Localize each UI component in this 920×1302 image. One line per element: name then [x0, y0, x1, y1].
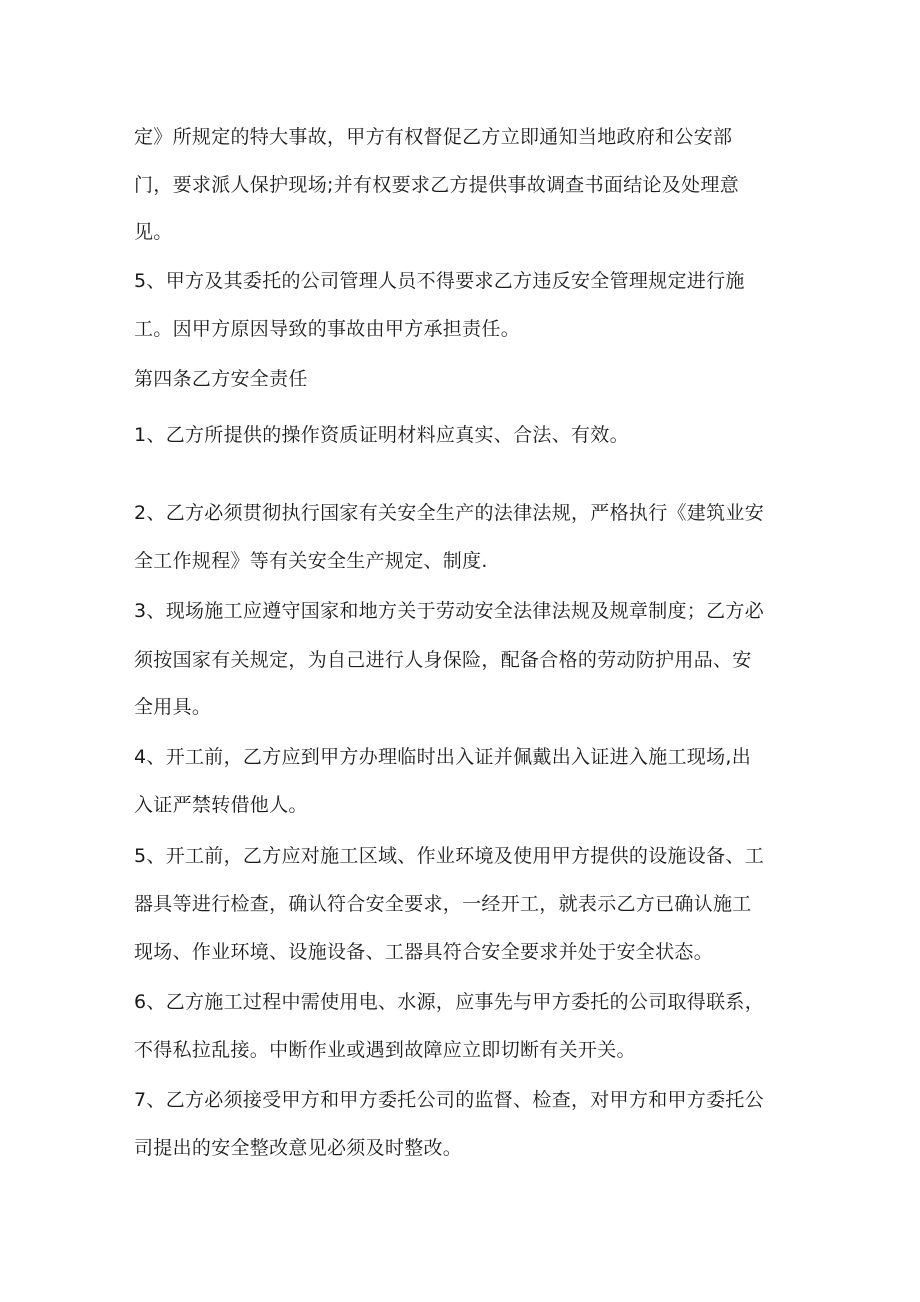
text-line: 全工作规程》等有关安全生产规定、制度.: [134, 550, 488, 572]
text-line: 1、乙方所提供的操作资质证明材料应真实、合法、有效。: [134, 424, 629, 446]
text-line: 5、甲方及其委托的公司管理人员不得要求乙方违反安全管理规定进行施: [134, 270, 745, 292]
text-line: 4、开工前，乙方应到甲方办理临时出入证并佩戴出入证进入施工现场,出: [134, 746, 752, 768]
text-line: 2、乙方必须贯彻执行国家有关安全生产的法律法规，严格执行《建筑业安: [134, 502, 764, 524]
text-line: 定》所规定的特大事故，甲方有权督促乙方立即通知当地政府和公安部: [134, 126, 733, 148]
text-line: 入证严禁转借他人。: [134, 794, 308, 816]
text-line: 不得私拉乱接。中断作业或遇到故障应立即切断有关开关。: [134, 1039, 636, 1061]
text-line: 6、乙方施工过程中需使用电、水源，应事先与甲方委托的公司取得联系，: [134, 991, 764, 1013]
text-line: 工。因甲方原因导致的事故由甲方承担责任。: [134, 318, 521, 340]
section-heading: 第四条乙方安全责任: [134, 368, 308, 390]
text-line: 5、开工前，乙方应对施工区域、作业环境及使用甲方提供的设施设备、工: [134, 845, 764, 867]
text-line: 司提出的安全整改意见必须及时整改。: [134, 1137, 463, 1159]
text-line: 须按国家有关规定，为自己进行人身保险，配备合格的劳动防护用品、安: [134, 649, 752, 671]
text-line: 3、现场施工应遵守国家和地方关于劳动安全法律法规及规章制度；乙方必: [134, 600, 764, 622]
text-line: 现场、作业环境、设施设备、工器具符合安全要求并处于安全状态。: [134, 941, 714, 963]
text-line: 器具等进行检查，确认符合安全要求，一经开工，就表示乙方已确认施工: [134, 893, 752, 915]
text-line: 全用具。: [134, 696, 212, 718]
text-line: 7、乙方必须接受甲方和甲方委托公司的监督、检查，对甲方和甲方委托公: [134, 1089, 764, 1111]
text-line: 门，要求派人保护现场;并有权要求乙方提供事故调查书面结论及处理意: [134, 174, 740, 196]
text-line: 见。: [134, 221, 173, 243]
